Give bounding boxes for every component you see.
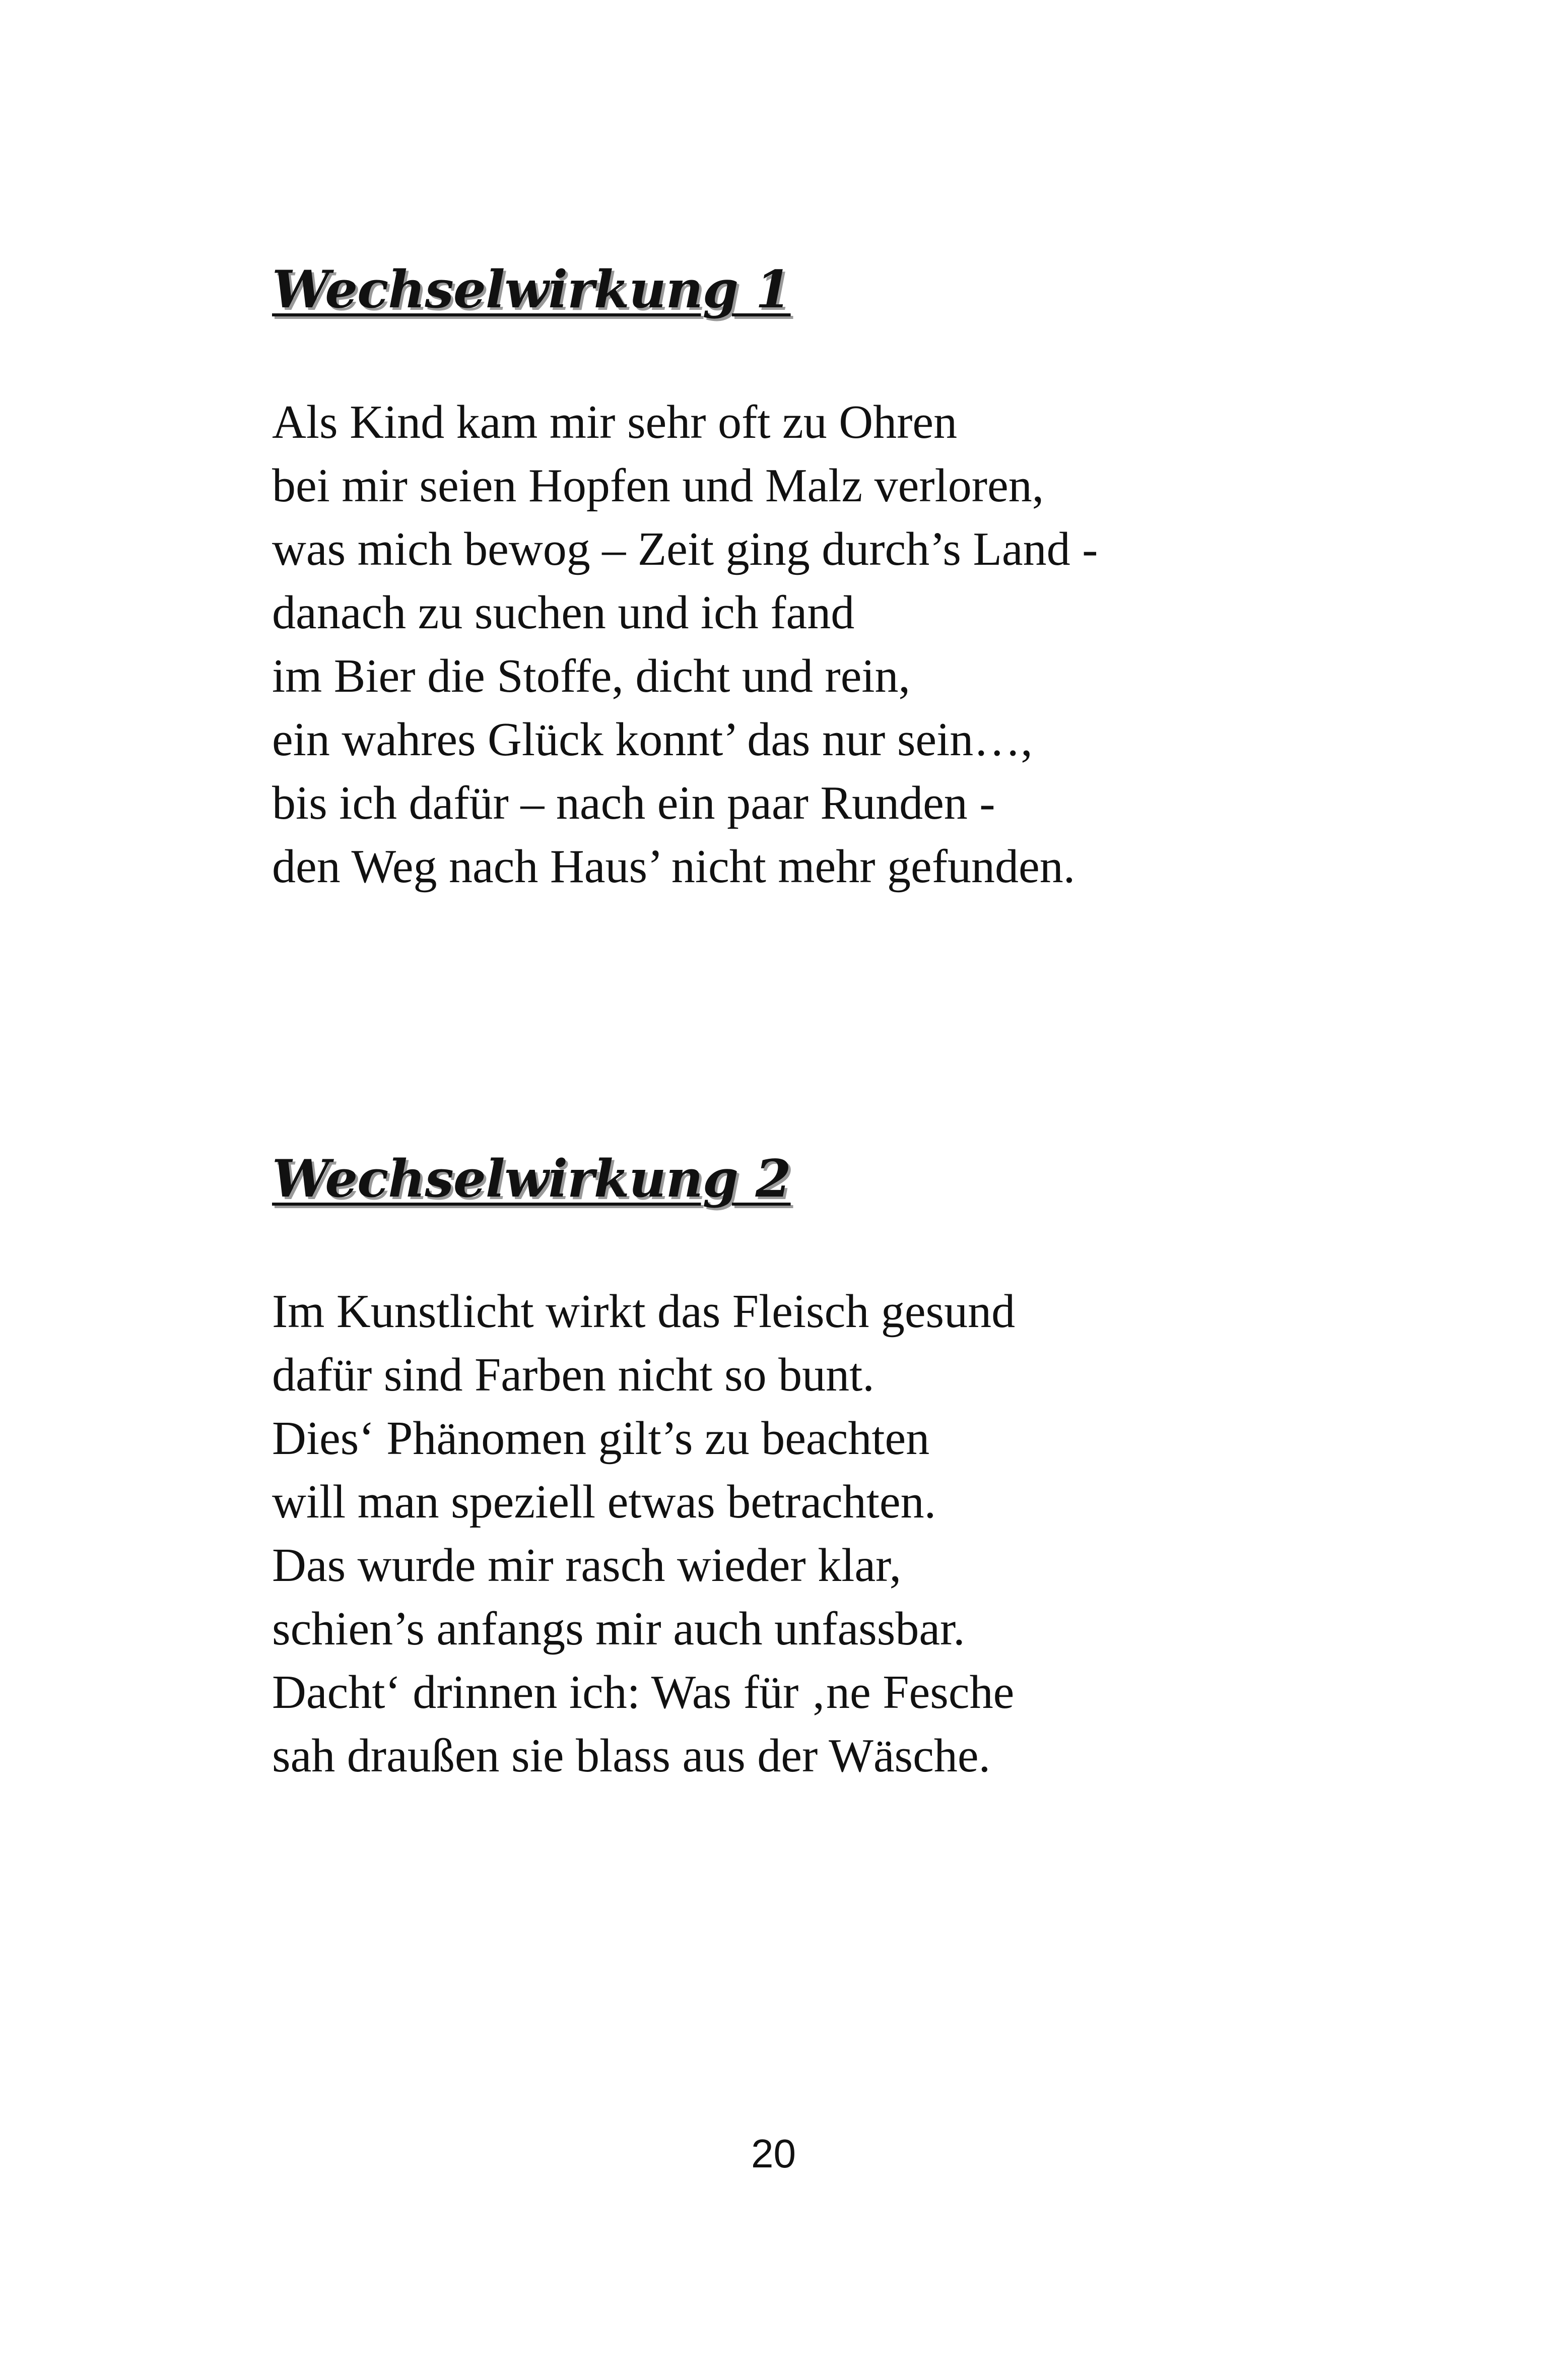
poem-line: bei mir seien Hopfen und Malz verloren, xyxy=(272,459,1044,512)
poem-line: Als Kind kam mir sehr oft zu Ohren xyxy=(272,396,958,448)
poem-line: Dies‘ Phänomen gilt’s zu beachten xyxy=(272,1412,930,1465)
poem-line: im Bier die Stoffe, dicht und rein, xyxy=(272,650,911,702)
poem-line: danach zu suchen und ich fand xyxy=(272,586,855,639)
page-number: 20 xyxy=(751,2131,796,2176)
poem-line: will man speziell etwas betrachten. xyxy=(272,1476,936,1528)
poem-stanza xyxy=(272,390,1330,898)
poem-line: Das wurde mir rasch wieder klar, xyxy=(272,1539,902,1592)
poem-line: ein wahres Glück konnt’ das nur sein…, xyxy=(272,713,1033,766)
poem-line: Im Kunstlicht wirkt das Fleisch gesund xyxy=(272,1285,1016,1338)
poem-line: Dacht‘ drinnen ich: Was für ‚ne Fesche xyxy=(272,1666,1015,1718)
poem-wechselwirkung-2 xyxy=(272,1141,1330,1788)
poem-stanza xyxy=(272,1280,1330,1788)
poem-line: dafür sind Farben nicht so bunt. xyxy=(272,1349,875,1401)
poem-line: sah draußen sie blass aus der Wäsche. xyxy=(272,1730,991,1782)
poem-line: schien’s anfangs mir auch unfassbar. xyxy=(272,1603,965,1655)
poem-line: bis ich dafür – nach ein paar Runden - xyxy=(272,777,995,829)
poem-title: Wechselwirkung 1 xyxy=(272,259,791,320)
poem-wechselwirkung-1 xyxy=(272,252,1330,898)
poem-line: den Weg nach Haus’ nicht mehr gefunden. xyxy=(272,840,1075,893)
poem-title: Wechselwirkung 2 xyxy=(272,1149,791,1209)
poem-line: was mich bewog – Zeit ging durch’s Land - xyxy=(272,523,1098,575)
